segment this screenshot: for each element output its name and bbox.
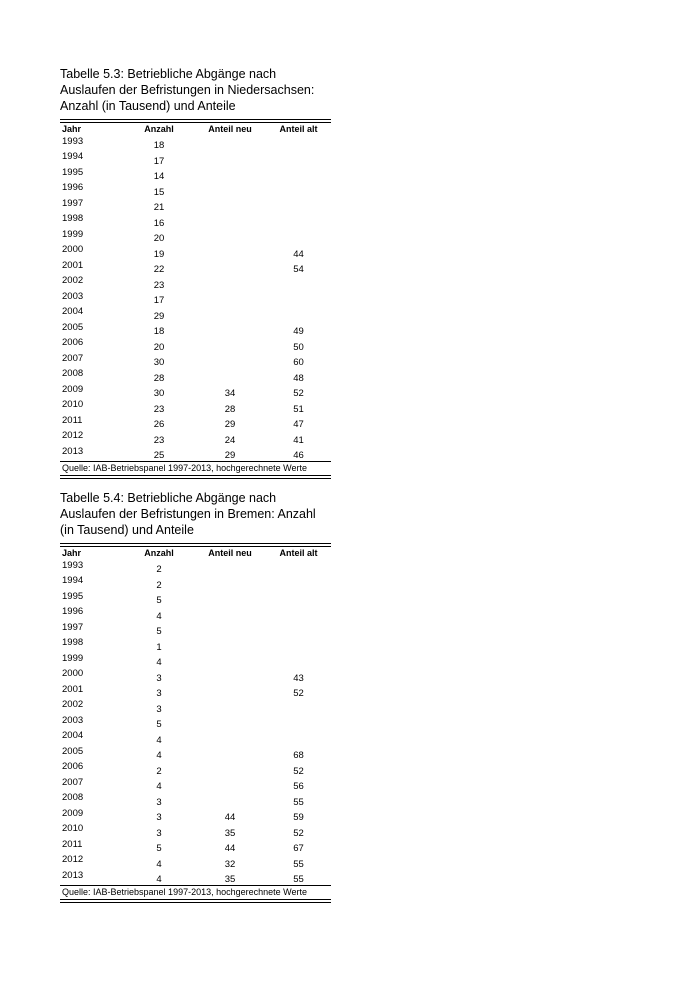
cell-anteil-neu <box>194 653 266 669</box>
cell-anteil-alt <box>266 275 331 291</box>
cell-jahr: 2013 <box>62 869 84 881</box>
cell-anteil-neu <box>194 637 266 653</box>
table-row <box>60 368 331 384</box>
cell-anteil-neu <box>194 198 266 214</box>
cell-anzahl: 23 <box>153 279 165 291</box>
table-5-3-block <box>60 66 331 479</box>
table-row <box>60 275 331 291</box>
header-jahr: Jahr <box>62 124 82 134</box>
cell-anzahl: 4 <box>156 858 162 870</box>
table-row <box>60 399 331 415</box>
table-row <box>60 260 331 276</box>
cell-jahr: 1998 <box>62 637 84 648</box>
table-row <box>60 182 331 198</box>
cell-anteil-alt <box>266 606 331 622</box>
cell-anzahl: 17 <box>153 155 165 167</box>
cell-jahr: 1993 <box>62 135 84 147</box>
table-row <box>60 591 331 607</box>
cell-anzahl: 28 <box>153 372 165 384</box>
table-row <box>60 322 331 338</box>
cell-anteil-neu <box>194 684 266 700</box>
cell-anteil-alt <box>266 213 331 229</box>
table-row <box>60 622 331 638</box>
cell-anteil-alt <box>266 653 331 669</box>
cell-anteil-alt: 44 <box>293 248 304 260</box>
table-row <box>60 637 331 653</box>
cell-anteil-neu <box>194 591 266 607</box>
cell-jahr: 2013 <box>62 445 84 457</box>
cell-anteil-alt <box>266 229 331 245</box>
cell-jahr: 2010 <box>62 823 84 834</box>
cell-anzahl: 3 <box>156 672 162 684</box>
cell-jahr: 2009 <box>62 383 84 395</box>
cell-anteil-alt: 43 <box>293 672 304 684</box>
cell-anteil-neu <box>194 244 266 260</box>
cell-anzahl: 17 <box>153 295 165 306</box>
cell-jahr: 1996 <box>62 606 84 617</box>
cell-jahr: 2007 <box>62 776 84 788</box>
cell-jahr: 2005 <box>62 321 84 333</box>
cell-anzahl: 4 <box>156 734 162 746</box>
cell-jahr: 2006 <box>62 337 84 348</box>
cell-anzahl: 14 <box>153 171 165 182</box>
cell-anteil-alt: 47 <box>293 419 304 430</box>
cell-anteil-alt: 55 <box>293 858 304 870</box>
bottom-rule <box>60 899 331 903</box>
cell-anzahl: 4 <box>156 610 162 622</box>
cell-anteil-neu: 44 <box>224 812 236 823</box>
cell-jahr: 2008 <box>62 792 84 803</box>
table-5-4-block <box>60 490 331 903</box>
cell-jahr: 1994 <box>62 151 84 162</box>
cell-anteil-neu <box>194 151 266 167</box>
table-row <box>60 560 331 576</box>
cell-anteil-neu <box>194 792 266 808</box>
table-row <box>60 792 331 808</box>
cell-anzahl: 3 <box>156 703 162 715</box>
cell-jahr: 2008 <box>62 368 84 379</box>
table-row <box>60 653 331 669</box>
cell-jahr: 1994 <box>62 575 84 586</box>
cell-anteil-alt <box>266 306 331 322</box>
cell-anzahl: 4 <box>156 874 162 885</box>
cell-anteil-alt <box>266 560 331 576</box>
bottom-rule <box>60 475 331 479</box>
cell-anzahl: 5 <box>156 626 162 637</box>
cell-anteil-neu <box>194 322 266 338</box>
cell-jahr: 2002 <box>62 699 84 710</box>
cell-anteil-neu <box>194 368 266 384</box>
cell-anteil-alt: 52 <box>293 388 304 399</box>
cell-jahr: 2004 <box>62 730 84 741</box>
cell-anzahl: 18 <box>153 140 165 151</box>
header-anzahl: Anzahl <box>144 124 174 134</box>
cell-anteil-alt: 67 <box>293 843 304 854</box>
table-row <box>60 684 331 700</box>
cell-jahr: 1993 <box>62 559 84 571</box>
table-row <box>60 730 331 746</box>
cell-anteil-neu <box>194 777 266 793</box>
cell-jahr: 2012 <box>62 854 84 865</box>
cell-jahr: 2004 <box>62 306 84 317</box>
cell-jahr: 2011 <box>62 414 83 426</box>
cell-anzahl: 16 <box>153 217 165 229</box>
cell-anzahl: 4 <box>156 781 162 792</box>
header-jahr: Jahr <box>62 548 82 558</box>
cell-anteil-alt <box>266 715 331 731</box>
cell-anteil-alt <box>266 198 331 214</box>
cell-anzahl: 20 <box>153 341 165 353</box>
cell-anzahl: 1 <box>156 641 162 653</box>
cell-anteil-neu <box>194 668 266 684</box>
cell-anteil-neu: 34 <box>224 388 236 399</box>
cell-anteil-neu <box>194 229 266 245</box>
cell-anzahl: 25 <box>153 450 165 461</box>
cell-anzahl: 5 <box>156 843 162 854</box>
table-row <box>60 151 331 167</box>
cell-jahr: 2003 <box>62 290 84 302</box>
cell-anzahl: 23 <box>153 403 165 415</box>
cell-anteil-neu <box>194 560 266 576</box>
cell-anteil-alt: 52 <box>293 765 304 777</box>
cell-anteil-alt <box>266 291 331 307</box>
table-caption: Tabelle 5.3: Betriebliche Abgänge nach Auslaufen der Befristungen in Niedersachsen: Anzahl (in Tausend) und Anteile <box>60 67 315 113</box>
table-source-note: Quelle: IAB-Betriebspanel 1997-2013, hochgerechnete Werte <box>60 461 331 475</box>
table-row <box>60 229 331 245</box>
cell-anteil-neu: 29 <box>224 419 236 430</box>
cell-anzahl: 15 <box>153 186 165 198</box>
cell-anteil-alt <box>266 637 331 653</box>
cell-jahr: 2003 <box>62 714 84 726</box>
table-row <box>60 306 331 322</box>
cell-anteil-neu <box>194 337 266 353</box>
cell-anteil-neu: 35 <box>224 874 236 885</box>
cell-anteil-alt <box>266 151 331 167</box>
cell-jahr: 2000 <box>62 244 84 255</box>
table-row <box>60 291 331 307</box>
cell-anteil-alt: 55 <box>293 874 304 885</box>
cell-jahr: 2012 <box>62 430 84 441</box>
table-row <box>60 198 331 214</box>
table-row <box>60 854 331 870</box>
cell-anzahl: 2 <box>156 579 162 591</box>
header-anteil-alt: Anteil alt <box>279 124 318 134</box>
cell-anzahl: 30 <box>153 388 165 399</box>
table-row <box>60 446 331 462</box>
table-header <box>60 123 331 136</box>
cell-anzahl: 3 <box>156 812 162 823</box>
cell-jahr: 2005 <box>62 745 84 757</box>
cell-anteil-neu: 24 <box>224 434 236 446</box>
cell-anteil-alt: 68 <box>293 750 304 761</box>
cell-jahr: 1997 <box>62 621 84 633</box>
cell-jahr: 2001 <box>62 259 84 271</box>
cell-anteil-alt: 46 <box>293 450 304 461</box>
table-row <box>60 668 331 684</box>
cell-jahr: 2002 <box>62 275 84 286</box>
cell-anteil-neu <box>194 761 266 777</box>
cell-anteil-alt: 49 <box>293 326 304 337</box>
table-row <box>60 415 331 431</box>
table-source-note: Quelle: IAB-Betriebspanel 1997-2013, hochgerechnete Werte <box>60 885 331 899</box>
cell-anteil-neu <box>194 746 266 762</box>
table-row <box>60 761 331 777</box>
cell-anteil-alt <box>266 136 331 152</box>
cell-anzahl: 4 <box>156 750 162 761</box>
cell-anzahl: 30 <box>153 357 165 368</box>
cell-jahr: 2010 <box>62 399 84 410</box>
header-anzahl: Anzahl <box>144 548 174 558</box>
cell-jahr: 1995 <box>62 166 84 178</box>
table-body <box>60 136 331 462</box>
table-row <box>60 839 331 855</box>
cell-jahr: 1999 <box>62 652 84 664</box>
cell-anteil-alt: 59 <box>293 812 304 823</box>
cell-anteil-alt <box>266 575 331 591</box>
cell-anteil-neu <box>194 699 266 715</box>
cell-anteil-neu <box>194 306 266 322</box>
cell-anteil-neu <box>194 260 266 276</box>
cell-anzahl: 19 <box>153 248 165 260</box>
cell-anteil-alt: 52 <box>293 827 304 839</box>
table-row <box>60 353 331 369</box>
cell-anteil-alt <box>266 730 331 746</box>
cell-anteil-neu: 35 <box>224 827 236 839</box>
cell-anteil-alt <box>266 622 331 638</box>
table-row <box>60 244 331 260</box>
cell-anteil-neu <box>194 167 266 183</box>
cell-jahr: 1999 <box>62 228 84 240</box>
cell-anteil-neu: 28 <box>224 403 236 415</box>
cell-anzahl: 26 <box>153 419 165 430</box>
cell-jahr: 1996 <box>62 182 84 193</box>
cell-anteil-neu <box>194 606 266 622</box>
cell-jahr: 2000 <box>62 668 84 679</box>
table-row <box>60 715 331 731</box>
cell-anzahl: 23 <box>153 434 165 446</box>
table-body <box>60 560 331 886</box>
table-row <box>60 808 331 824</box>
cell-anzahl: 3 <box>156 827 162 839</box>
header-row <box>60 547 331 560</box>
cell-anteil-neu <box>194 575 266 591</box>
table-row <box>60 746 331 762</box>
data-table <box>60 547 331 886</box>
table-row <box>60 384 331 400</box>
cell-anteil-alt: 41 <box>293 434 304 446</box>
cell-anteil-alt: 51 <box>293 403 304 415</box>
cell-anteil-neu <box>194 715 266 731</box>
cell-anteil-alt <box>266 699 331 715</box>
table-row <box>60 777 331 793</box>
cell-jahr: 2011 <box>62 838 83 850</box>
cell-anzahl: 29 <box>153 310 165 322</box>
cell-anzahl: 22 <box>153 264 165 275</box>
table-row <box>60 575 331 591</box>
cell-anteil-alt: 48 <box>293 372 304 384</box>
table-row <box>60 606 331 622</box>
cell-anteil-alt: 52 <box>293 688 304 699</box>
cell-anzahl: 3 <box>156 688 162 699</box>
cell-anteil-neu <box>194 136 266 152</box>
data-table <box>60 123 331 462</box>
cell-anteil-neu: 29 <box>224 450 236 461</box>
cell-anteil-neu <box>194 182 266 198</box>
header-anteil-neu: Anteil neu <box>208 124 252 134</box>
table-row <box>60 167 331 183</box>
table-row <box>60 136 331 152</box>
table-row <box>60 699 331 715</box>
table-row <box>60 213 331 229</box>
header-row <box>60 123 331 136</box>
table-row <box>60 870 331 886</box>
header-anteil-alt: Anteil alt <box>279 548 318 558</box>
cell-anteil-alt: 50 <box>293 341 304 353</box>
cell-anteil-neu <box>194 353 266 369</box>
cell-anzahl: 21 <box>153 202 165 213</box>
cell-anteil-alt: 56 <box>293 781 304 792</box>
cell-anteil-neu <box>194 291 266 307</box>
cell-jahr: 1997 <box>62 197 84 209</box>
cell-anzahl: 4 <box>156 657 162 668</box>
header-anteil-neu: Anteil neu <box>208 548 252 558</box>
cell-jahr: 2001 <box>62 683 84 695</box>
cell-jahr: 2006 <box>62 761 84 772</box>
cell-anteil-alt: 60 <box>293 357 304 368</box>
cell-anteil-alt <box>266 591 331 607</box>
cell-anteil-alt <box>266 182 331 198</box>
cell-anteil-alt: 54 <box>293 264 304 275</box>
cell-jahr: 1995 <box>62 590 84 602</box>
cell-jahr: 2007 <box>62 352 84 364</box>
cell-anzahl: 20 <box>153 233 165 244</box>
cell-anzahl: 5 <box>156 595 162 606</box>
cell-anteil-neu <box>194 730 266 746</box>
cell-anzahl: 3 <box>156 796 162 808</box>
cell-jahr: 1998 <box>62 213 84 224</box>
cell-anteil-alt: 55 <box>293 796 304 808</box>
cell-anteil-neu <box>194 275 266 291</box>
cell-anzahl: 18 <box>153 326 165 337</box>
table-caption: Tabelle 5.4: Betriebliche Abgänge nach Auslaufen der Befristungen in Bremen: Anzahl (in Tausend) und Anteile <box>60 491 316 537</box>
cell-jahr: 2009 <box>62 807 84 819</box>
cell-anzahl: 5 <box>156 719 162 730</box>
cell-anzahl: 2 <box>156 564 162 575</box>
table-header <box>60 547 331 560</box>
cell-anteil-neu: 44 <box>224 843 236 854</box>
table-row <box>60 337 331 353</box>
cell-anteil-neu <box>194 213 266 229</box>
table-row <box>60 823 331 839</box>
cell-anzahl: 2 <box>156 765 162 777</box>
table-row <box>60 430 331 446</box>
cell-anteil-neu <box>194 622 266 638</box>
cell-anteil-neu: 32 <box>224 858 236 870</box>
cell-anteil-alt <box>266 167 331 183</box>
